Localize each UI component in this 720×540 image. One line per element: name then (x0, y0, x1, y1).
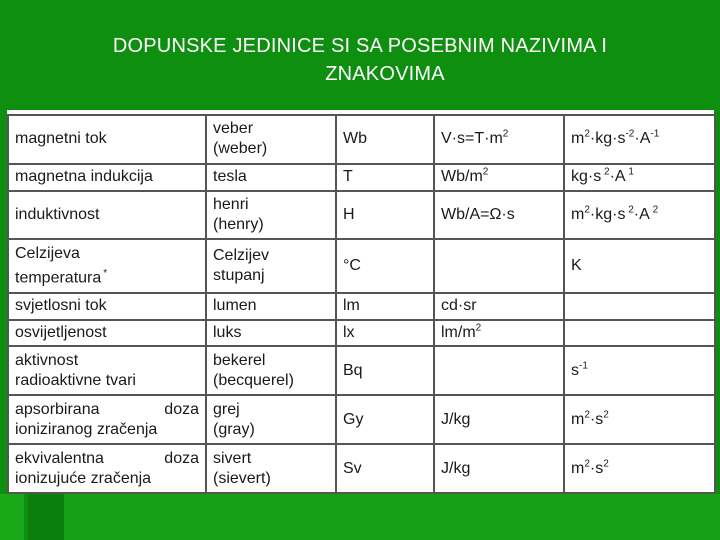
unit-symbol-cell: °C (336, 239, 434, 293)
unit-name-line: bekerel (213, 351, 266, 369)
quantity-name-line: aktivnost (15, 351, 79, 369)
exponent: 2 (584, 204, 590, 216)
quantity-name-cell (8, 320, 206, 347)
derived-expression-cell (434, 395, 564, 444)
base-units-cell (564, 293, 715, 320)
derived-expression: Wb/m (441, 168, 483, 186)
quantity-name-cell (8, 191, 206, 240)
quantity-name-line (15, 400, 199, 420)
bottom-stripe (0, 494, 24, 540)
quantity-name-cell (8, 395, 206, 444)
derived-expression: lm/m (441, 324, 476, 342)
quantity-name-line: ioniziranog zračenja (15, 420, 158, 438)
exponent: -2 (625, 129, 635, 141)
unit-name-cell (206, 115, 336, 164)
exponent: 1 (625, 166, 634, 178)
exponent: 2 (603, 409, 609, 421)
exponent: 2 (584, 129, 590, 141)
bottom-decor-bar (0, 494, 720, 540)
base-units-cell (564, 191, 715, 240)
unit-name-cell (206, 444, 336, 493)
unit-name-line: Celzijev (213, 247, 270, 265)
base-units-cell (564, 164, 715, 191)
exponent: 2 (649, 204, 659, 216)
base-unit: ·A (634, 130, 651, 148)
unit-name-line: (sievert) (213, 469, 271, 487)
quantity-name-word: doza (164, 449, 199, 467)
quantity-name-line: ionizujuće zračenja (15, 469, 152, 487)
unit-name-line: grej (213, 400, 240, 418)
unit-symbol-cell: Gy (336, 395, 434, 444)
quantity-name-line: temperatura * (15, 268, 108, 287)
derived-expression-cell (434, 191, 564, 240)
unit-symbol-cell: Wb (336, 115, 434, 164)
base-unit: kg·s (571, 168, 602, 186)
unit-symbol-cell: T (336, 164, 434, 191)
unit-name-line: (henry) (213, 215, 264, 233)
quantity-name-line: magnetna indukcija (15, 168, 153, 186)
quantity-name-cell (8, 164, 206, 191)
quantity-name-cell (8, 444, 206, 493)
derived-expression-cell (434, 115, 564, 164)
quantity-name-line: radioaktivne tvari (15, 371, 136, 389)
table-row (8, 395, 715, 444)
quantity-name-line: induktivnost (15, 205, 100, 223)
exponent: 2 (584, 458, 590, 470)
derived-expression-cell (434, 320, 564, 347)
base-units-cell (564, 444, 715, 493)
base-unit: m (571, 410, 585, 428)
base-unit: K (571, 257, 582, 275)
unit-name-cell (206, 191, 336, 240)
quantity-name-word: ekvivalentna (15, 449, 104, 467)
base-unit: ·A (609, 168, 626, 186)
base-unit: ·A (633, 205, 650, 223)
base-unit: m (571, 205, 585, 223)
base-units-cell (564, 346, 715, 395)
derived-expression-cell (434, 444, 564, 493)
unit-symbol-cell: lx (336, 320, 434, 347)
table-row (8, 191, 715, 240)
derived-expression: V·s=T·m (441, 130, 503, 148)
quantity-name-line: svjetlosni tok (15, 297, 107, 315)
base-unit: s (571, 361, 579, 379)
unit-name-line: veber (213, 120, 254, 138)
quantity-name-cell (8, 346, 206, 395)
derived-expression: cd·sr (441, 297, 477, 315)
base-unit: m (571, 130, 585, 148)
slide-title-line-1: DOPUNSKE JEDINICE SI SA POSEBNIM NAZIVIMA I (112, 35, 608, 57)
quantity-name-word: doza (164, 400, 199, 418)
unit-name-line: (becquerel) (213, 371, 294, 389)
base-unit: ·kg·s (589, 130, 626, 148)
base-unit: m (571, 459, 585, 477)
unit-symbol-cell: Sv (336, 444, 434, 493)
unit-name-line: luks (213, 324, 242, 342)
base-unit: ·s (589, 410, 604, 428)
table-row (8, 164, 715, 191)
table-row (8, 444, 715, 493)
unit-name-cell (206, 346, 336, 395)
table-row (8, 293, 715, 320)
quantity-name-line: Celzijeva (15, 245, 80, 263)
table-row (8, 115, 715, 164)
base-unit: ·kg·s (589, 205, 626, 223)
quantity-name-line (15, 449, 199, 469)
unit-name-line: sivert (213, 449, 252, 467)
exponent: -1 (579, 360, 588, 372)
quantity-name-cell (8, 293, 206, 320)
derived-expression: J/kg (441, 410, 471, 428)
derived-expression: Wb/A=Ω·s (441, 205, 515, 223)
exponent: 2 (475, 322, 482, 334)
unit-name-line: (weber) (213, 140, 268, 158)
quantity-name-line: magnetni tok (15, 130, 107, 148)
exponent: 2 (584, 409, 590, 421)
slide-title-line-2: ZNAKOVIMA (325, 63, 445, 85)
derived-expression-cell (434, 239, 564, 293)
table-row (8, 320, 715, 347)
quantity-name-line: osvijetljenost (15, 324, 107, 342)
unit-name-cell (206, 293, 336, 320)
table-row (8, 346, 715, 395)
bottom-stripe (64, 494, 720, 540)
derived-expression-cell (434, 346, 564, 395)
base-units-cell (564, 239, 715, 293)
quantity-name-cell (8, 239, 206, 293)
derived-expression-cell (434, 164, 564, 191)
unit-name-line: (gray) (213, 420, 255, 438)
unit-name-cell (206, 164, 336, 191)
derived-expression-cell (434, 293, 564, 320)
unit-name-cell (206, 239, 336, 293)
bottom-stripe (28, 494, 64, 540)
quantity-name-cell (8, 115, 206, 164)
quantity-name-word: apsorbirana (15, 400, 100, 418)
derived-expression: J/kg (441, 459, 471, 477)
exponent: 2 (625, 204, 634, 216)
exponent: -1 (650, 129, 660, 141)
exponent: 2 (601, 166, 610, 178)
unit-name-line: tesla (213, 168, 247, 186)
unit-symbol-cell: Bq (336, 346, 434, 395)
base-unit: ·s (589, 459, 604, 477)
exponent: 2 (603, 458, 609, 470)
base-units-cell (564, 395, 715, 444)
unit-name-cell (206, 320, 336, 347)
unit-symbol-cell: H (336, 191, 434, 240)
unit-symbol-cell: lm (336, 293, 434, 320)
slide-title (0, 32, 720, 88)
footnote-mark: * (103, 268, 108, 280)
base-units-cell (564, 320, 715, 347)
unit-name-line: henri (213, 195, 249, 213)
unit-name-cell (206, 395, 336, 444)
unit-name-line: stupanj (213, 267, 265, 285)
exponent: 2 (502, 129, 509, 141)
base-units-cell (564, 115, 715, 164)
left-decor-bar (0, 110, 7, 540)
si-units-table (7, 114, 716, 494)
exponent: 2 (482, 166, 489, 178)
unit-name-line: lumen (213, 297, 257, 315)
table-row (8, 239, 715, 293)
